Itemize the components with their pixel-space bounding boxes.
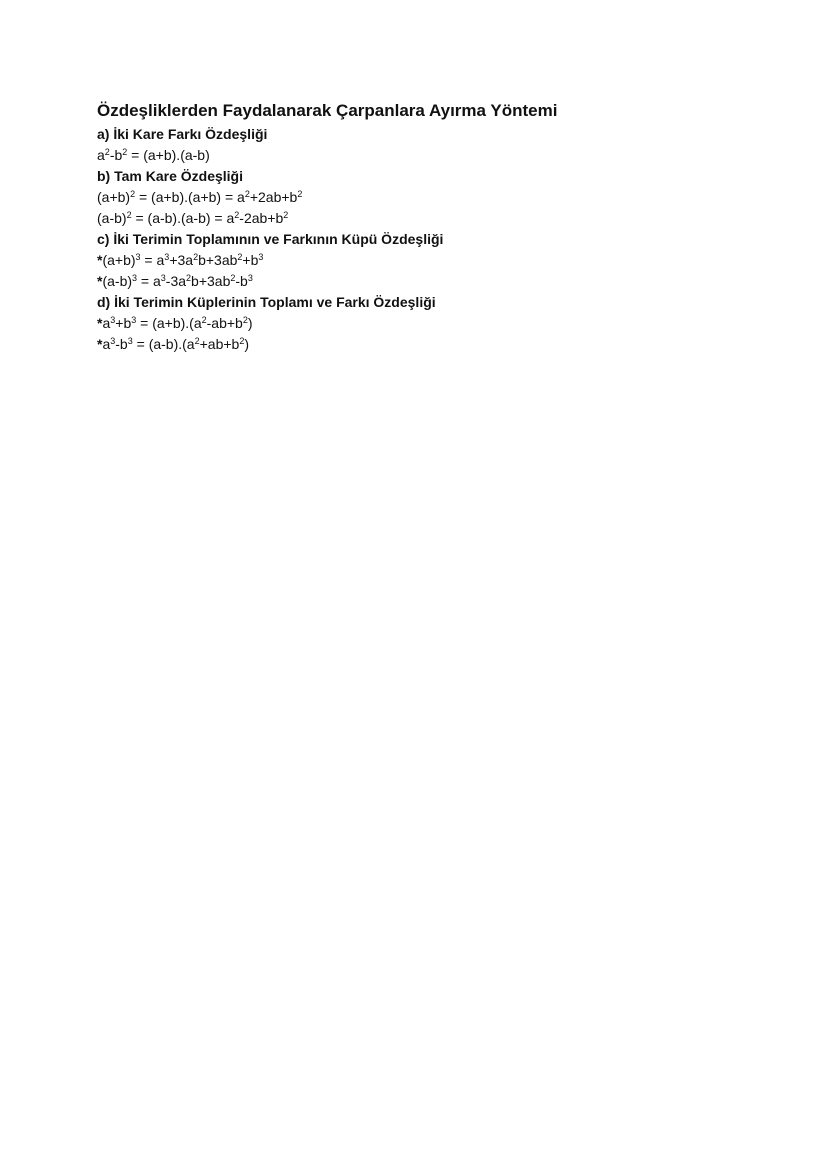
formula-text: = a (140, 252, 165, 268)
formula-exponent: 2 (130, 189, 136, 199)
formula-bullet: * (97, 315, 103, 331)
formula-exponent: 3 (132, 273, 138, 283)
formula-text: a (102, 336, 111, 352)
section-heading: c) İki Terimin Toplamının ve Farkının Küpü Özdeşliği (97, 231, 444, 247)
formula-line (97, 334, 717, 355)
formula-exponent: 2 (234, 210, 240, 220)
formula-exponent: 2 (244, 189, 250, 199)
formula-exponent: 2 (186, 273, 192, 283)
formula-text: (a+b) (102, 252, 136, 268)
formula-exponent: 3 (131, 315, 137, 325)
formula-bullet: * (97, 252, 103, 268)
formula-text: -b (115, 336, 128, 352)
formula-exponent: 2 (122, 147, 128, 157)
formula-exponent: 3 (160, 273, 166, 283)
formula-text: b+3ab (198, 252, 238, 268)
formula-text: = a (137, 273, 161, 289)
identity-sections (97, 124, 717, 355)
formula-text: ) (247, 315, 253, 331)
formula-text: +b (242, 252, 259, 268)
formula-line (97, 187, 717, 208)
formula-exponent: 2 (201, 315, 207, 325)
formula-exponent: 3 (110, 336, 116, 346)
formula-text: +b (115, 315, 132, 331)
formula-exponent: 3 (135, 252, 141, 262)
formula-line (97, 271, 717, 292)
formula-text: -ab+b (206, 315, 243, 331)
formula-text: = (a-b).(a-b) = a (131, 210, 235, 226)
section-heading: b) Tam Kare Özdeşliği (97, 168, 243, 184)
formula-exponent: 2 (297, 189, 303, 199)
section-heading: d) İki Terimin Küplerinin Toplamı ve Farkı Özdeşliği (97, 294, 436, 310)
formula-text: +3a (169, 252, 194, 268)
formula-text: -3a (165, 273, 187, 289)
formula-line (97, 250, 717, 271)
formula-bullet: * (97, 273, 103, 289)
document-content (97, 99, 717, 355)
formula-text: a (97, 147, 105, 163)
formula-exponent: 2 (194, 336, 200, 346)
formula-text: = (a-b).(a (132, 336, 195, 352)
formula-exponent: 3 (127, 336, 133, 346)
formula-text: +2ab+b (249, 189, 298, 205)
formula-text: -b (235, 273, 248, 289)
formula-line (97, 208, 717, 229)
formula-exponent: 2 (237, 252, 243, 262)
formula-line (97, 313, 717, 334)
formula-text: (a-b) (97, 210, 127, 226)
document-title: Özdeşliklerden Faydalanarak Çarpanlara Ayırma Yöntemi (97, 101, 558, 120)
formula-text: ) (244, 336, 250, 352)
formula-line (97, 145, 717, 166)
formula-text: = (a+b).(a (136, 315, 202, 331)
formula-exponent: 3 (110, 315, 116, 325)
formula-exponent: 2 (193, 252, 199, 262)
formula-text: +ab+b (199, 336, 240, 352)
formula-exponent: 3 (258, 252, 264, 262)
formula-exponent: 2 (239, 336, 245, 346)
formula-text: b+3ab (191, 273, 231, 289)
formula-text: = (a+b).(a+b) = a (135, 189, 245, 205)
formula-text: -2ab+b (239, 210, 284, 226)
formula-text: (a-b) (102, 273, 133, 289)
formula-exponent: 2 (126, 210, 132, 220)
formula-exponent: 2 (230, 273, 236, 283)
formula-text: (a+b) (97, 189, 131, 205)
formula-exponent: 2 (242, 315, 248, 325)
formula-text: a (102, 315, 111, 331)
formula-text: = (a+b).(a-b) (127, 147, 210, 163)
formula-bullet: * (97, 336, 103, 352)
formula-exponent: 2 (104, 147, 110, 157)
formula-exponent: 3 (247, 273, 253, 283)
formula-text: -b (109, 147, 123, 163)
formula-exponent: 3 (164, 252, 170, 262)
formula-exponent: 2 (283, 210, 289, 220)
section-heading: a) İki Kare Farkı Özdeşliği (97, 126, 268, 142)
